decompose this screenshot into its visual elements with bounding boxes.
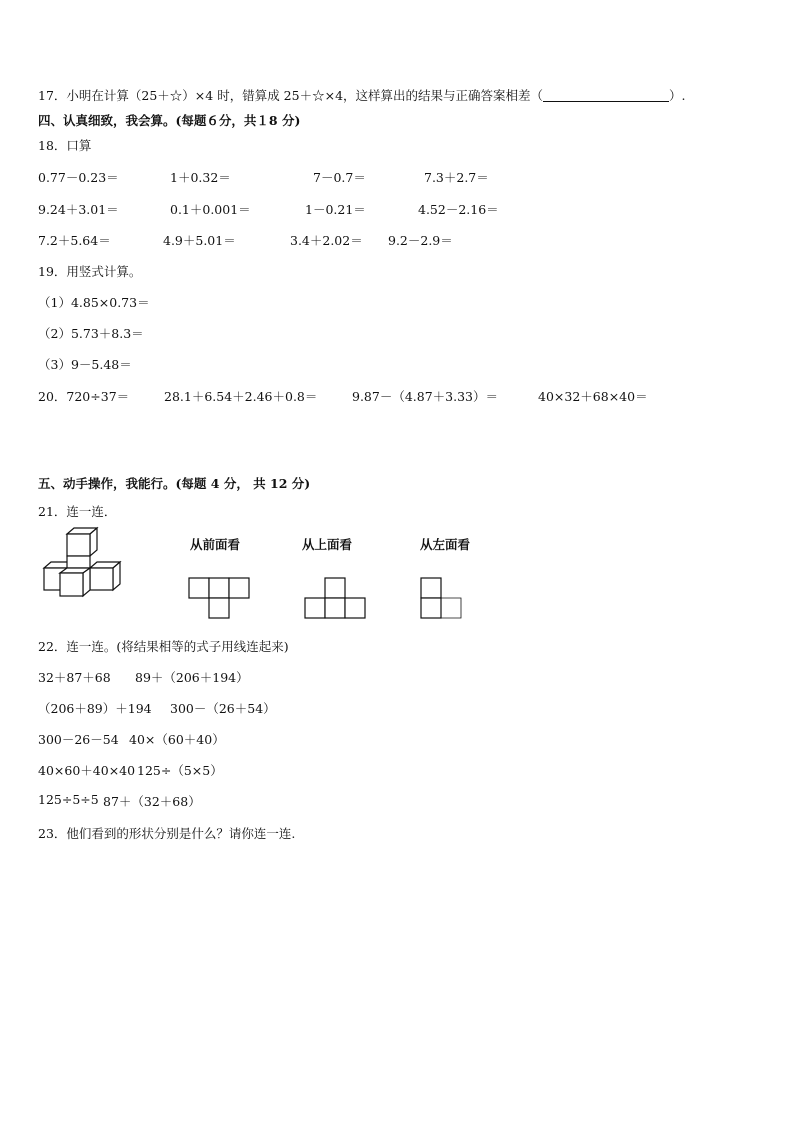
top-view-shape (304, 577, 366, 619)
vertical-calc-item: （1）4.85×0.73＝ (38, 295, 150, 310)
section-4-heading: 四、认真细致，我会算。(每题６分，共１8 分) (38, 113, 301, 128)
left-expression: 32＋87＋68 (38, 670, 111, 685)
calc-item: 9.24＋3.01＝ (38, 202, 119, 217)
calc-item: 4.52－2.16＝ (418, 202, 499, 217)
left-view-shape (420, 577, 464, 619)
calc-item: 9.2－2.9＝ (388, 233, 453, 248)
calc-item: 7.2＋5.64＝ (38, 233, 111, 248)
section-5-heading: 五、动手操作，我能行。(每题 4 分， 共 12 分) (38, 476, 311, 491)
left-expression: 125÷5÷5 (38, 792, 99, 807)
question-23-title: 23．他们看到的形状分别是什么？请你连一连. (38, 826, 296, 841)
calc-item: 7－0.7＝ (313, 170, 366, 185)
right-expression: 87＋（32＋68） (103, 794, 201, 809)
calc-item: 7.3＋2.7＝ (424, 170, 489, 185)
front-view-shape (188, 577, 250, 619)
right-expression: 40×（60＋40） (129, 732, 225, 747)
left-expression: 40×60＋40×40 (38, 763, 136, 778)
vertical-calc-item: （3）9－5.48＝ (38, 357, 132, 372)
question-19-title: 19．用竖式计算。 (38, 264, 142, 279)
question-17-close: ）. (669, 88, 686, 103)
left-expression: 300－26－54 (38, 732, 119, 747)
question-17 (38, 86, 686, 104)
calc-item: 1－0.21＝ (305, 202, 366, 217)
calc-item: 4.9＋5.01＝ (163, 233, 236, 248)
question-18-title: 18．口算 (38, 138, 92, 153)
calc-item: 9.87－（4.87＋3.33）＝ (352, 389, 498, 404)
calc-item: 28.1＋6.54＋2.46＋0.8＝ (164, 389, 318, 404)
right-expression: 300－（26＋54） (170, 701, 276, 716)
calc-item: 3.4＋2.02＝ (290, 233, 363, 248)
question-22-title: 22．连一连。(将结果相等的式子用线连起来) (38, 639, 289, 654)
calc-item: 1＋0.32＝ (170, 170, 231, 185)
view-label-front: 从前面看 (190, 537, 241, 552)
calc-item: 0.1＋0.001＝ (170, 202, 251, 217)
right-expression: 125÷（5×5） (137, 763, 223, 778)
question-21-title: 21．连一连． (38, 504, 117, 519)
calc-item: 20．720÷37＝ (38, 389, 130, 404)
vertical-calc-item: （2）5.73＋8.3＝ (38, 326, 144, 341)
question-17-text: 17．小明在计算（25＋☆）×4 时，错算成 25＋☆×4，这样算出的结果与正确答案相差（ (38, 88, 544, 103)
cube-stack-figure (40, 528, 140, 600)
answer-blank[interactable] (543, 89, 669, 102)
right-expression: 89＋（206＋194） (135, 670, 249, 685)
view-label-left: 从左面看 (420, 537, 471, 552)
calc-item: 0.77－0.23＝ (38, 170, 119, 185)
view-label-top: 从上面看 (302, 537, 353, 552)
left-expression: （206＋89）＋194 (38, 701, 152, 716)
calc-item: 40×32＋68×40＝ (538, 389, 648, 404)
